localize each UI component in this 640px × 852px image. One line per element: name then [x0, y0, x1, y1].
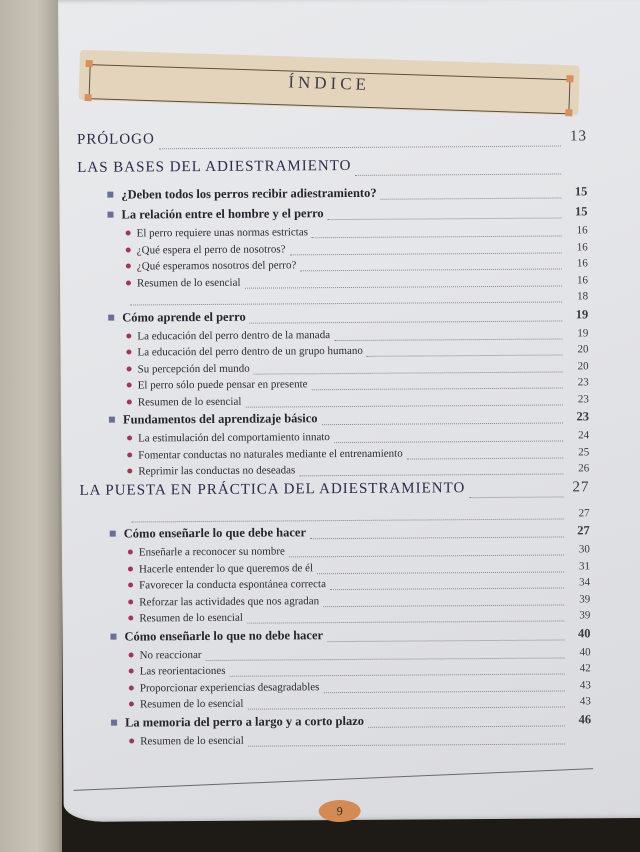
- toc-entry-title: Cómo enseñarle lo que no debe hacer: [124, 627, 324, 644]
- toc-page-number: 20: [577, 343, 589, 356]
- dot-leader: [327, 638, 564, 642]
- dot-leader: [299, 473, 563, 477]
- round-bullet-icon: [126, 349, 131, 354]
- dot-leader: [245, 284, 562, 288]
- dot-leader: [159, 144, 561, 149]
- toc-entry-title: LA PUESTA EN PRÁCTICA DEL ADIESTRAMIENTO: [79, 479, 466, 499]
- table-of-contents: [77, 128, 591, 752]
- index-title-banner: [78, 44, 600, 124]
- dot-leader: [330, 587, 564, 591]
- banner-rule-bottom: [89, 98, 569, 114]
- round-bullet-icon: [126, 263, 131, 268]
- facing-page-edge: [0, 0, 62, 852]
- square-bullet-icon: [107, 192, 113, 198]
- toc-entry-title: El perro requiere unas normas estrictas: [136, 226, 309, 240]
- round-bullet-icon: [126, 280, 131, 285]
- toc-entry-title: Resumen de lo esencial: [136, 276, 241, 289]
- toc-page-number: 31: [578, 559, 591, 572]
- toc-entry-title: ¿Qué esperamos nosotros del perro?: [136, 259, 297, 273]
- toc-entry-title: Resumen de lo esencial: [140, 734, 244, 747]
- dot-leader: [290, 251, 562, 255]
- toc-page-number: 19: [575, 306, 589, 321]
- dot-leader: [248, 742, 565, 746]
- banner-corner-ornament: [565, 109, 572, 116]
- round-bullet-icon: [128, 549, 133, 554]
- square-bullet-icon: [110, 531, 116, 537]
- round-bullet-icon: [127, 435, 132, 440]
- dot-leader: [300, 268, 562, 272]
- square-bullet-icon: [110, 633, 116, 639]
- toc-page-number: 25: [578, 445, 590, 458]
- toc-page-number: 46: [578, 711, 592, 726]
- dot-leader: [230, 673, 565, 677]
- toc-page-number: 16: [576, 273, 589, 286]
- toc-entry-title: La estimulación del comportamiento innato: [138, 431, 330, 445]
- dot-leader: [322, 421, 563, 425]
- toc-entry-title: Hacerle entender lo que queremos de él: [138, 561, 314, 575]
- toc-page-number: 16: [576, 240, 588, 253]
- square-bullet-icon: [111, 719, 117, 725]
- toc-page-number: 30: [578, 543, 590, 556]
- toc-entry-title: Proporcionar experiencias desagradables: [139, 680, 320, 694]
- dot-leader: [247, 620, 564, 624]
- dot-leader: [248, 706, 565, 710]
- banner-corner-ornament: [85, 94, 92, 101]
- dot-leader: [355, 172, 561, 175]
- toc-entry-title: Fundamentos del aprendizaje básico: [122, 411, 318, 427]
- round-bullet-icon: [126, 247, 131, 252]
- toc-page-number: 24: [578, 429, 590, 442]
- round-bullet-icon: [129, 738, 134, 743]
- toc-page-number: 26: [578, 462, 590, 475]
- dot-leader: [312, 235, 562, 239]
- round-bullet-icon: [127, 452, 132, 457]
- round-bullet-icon: [128, 599, 133, 604]
- toc-entry-title: Su percepción del mundo: [137, 362, 250, 375]
- toc-entry-title: ¿Deben todos los perros recibir adiestramiento?: [121, 185, 377, 202]
- square-bullet-icon: [107, 212, 113, 218]
- toc-entry-title: La educación del perro dentro de la manada: [137, 328, 331, 342]
- page-title: ÍNDICE: [288, 72, 371, 94]
- dot-leader: [323, 689, 564, 693]
- dot-leader: [254, 370, 563, 374]
- toc-entry-title: Resumen de lo esencial: [139, 611, 243, 625]
- banner-band: [79, 50, 580, 116]
- round-bullet-icon: [127, 468, 132, 473]
- toc-page-number: 19: [577, 326, 589, 339]
- page-number-badge: 9: [319, 800, 361, 822]
- toc-entry-chapter: [79, 479, 589, 511]
- square-bullet-icon: [108, 314, 114, 320]
- round-bullet-icon: [127, 366, 132, 371]
- toc-entry-title: LAS BASES DEL ADIESTRAMIENTO: [77, 157, 352, 176]
- dot-leader: [130, 301, 562, 306]
- toc-entry-title: La educación del perro dentro de un grupo humano: [137, 344, 363, 359]
- dot-leader: [310, 535, 564, 539]
- toc-entry-title: PRÓLOGO: [76, 131, 155, 148]
- round-bullet-icon: [129, 685, 134, 690]
- toc-entry-title: Cómo aprende el perro: [122, 309, 246, 325]
- toc-page-number: 34: [579, 576, 591, 589]
- dot-leader: [367, 354, 563, 357]
- toc-entry-title: Enseñarle a reconocer su nombre: [138, 545, 285, 559]
- dot-leader: [381, 196, 562, 199]
- round-bullet-icon: [129, 652, 134, 657]
- toc-page-number: 13: [569, 128, 588, 145]
- dot-leader: [317, 570, 564, 574]
- toc-page-number: 39: [579, 609, 591, 622]
- dot-leader: [334, 337, 562, 341]
- dot-leader: [334, 440, 563, 444]
- dot-leader: [469, 495, 563, 498]
- dot-leader: [245, 403, 562, 407]
- toc-entry-title: Favorecer la conducta espontánea correcta: [139, 578, 327, 592]
- toc-entry-title: Fomentar conductas no naturales mediante el entrenamiento: [138, 447, 403, 461]
- toc-page-number: 18: [577, 290, 589, 303]
- toc-page-number: 39: [579, 592, 591, 605]
- toc-entry-title: Reprimir las conductas no deseadas: [138, 464, 296, 478]
- toc-page-number: 23: [576, 409, 589, 424]
- dot-leader: [132, 517, 564, 522]
- toc-page-number: 23: [577, 392, 589, 405]
- toc-entry-title: Reforzar las actividades que nos agradan: [139, 594, 320, 608]
- dot-leader: [250, 319, 563, 323]
- dot-leader: [206, 656, 565, 661]
- toc-entry-title: No reaccionar: [139, 648, 202, 661]
- toc-page-number: 43: [579, 695, 591, 708]
- book-page: [58, 0, 640, 822]
- toc-page-number: 20: [577, 359, 589, 372]
- toc-page-number: 15: [574, 184, 588, 199]
- round-bullet-icon: [126, 230, 131, 235]
- toc-entry-title: Las reorientaciones: [139, 664, 226, 678]
- round-bullet-icon: [128, 566, 133, 571]
- toc-entry-chapter: [77, 128, 587, 160]
- round-bullet-icon: [128, 582, 133, 587]
- toc-page-number: 42: [579, 662, 591, 675]
- toc-page-number: 40: [579, 645, 591, 658]
- round-bullet-icon: [126, 333, 131, 338]
- dot-leader: [312, 387, 563, 391]
- toc-entry-title: Cómo enseñarle lo que debe hacer: [123, 525, 307, 541]
- toc-page-number: 16: [576, 224, 588, 237]
- toc-page-number: 16: [576, 257, 588, 270]
- dot-leader: [289, 554, 564, 558]
- dot-leader: [328, 216, 562, 220]
- toc-entry-title: La memoria del perro a largo y a corto plazo: [124, 713, 365, 730]
- toc-page-number: 40: [577, 625, 591, 640]
- toc-entry-item: [81, 732, 591, 752]
- toc-entry-title: El perro sólo puede pensar en presente: [137, 378, 308, 392]
- toc-entry-title: La relación entre el hombre y el perro: [121, 206, 324, 222]
- dot-leader: [323, 603, 564, 607]
- toc-entry-title: ¿Qué espera el perro de nosotros?: [136, 242, 286, 256]
- toc-entry-title: Resumen de lo esencial: [139, 697, 244, 711]
- round-bullet-icon: [127, 382, 132, 387]
- toc-page-number: 15: [574, 204, 588, 219]
- round-bullet-icon: [129, 668, 134, 673]
- square-bullet-icon: [109, 417, 115, 423]
- round-bullet-icon: [127, 399, 132, 404]
- dot-leader: [407, 456, 563, 459]
- toc-entry-chapter: [77, 156, 587, 188]
- toc-entry-title: Resumen de lo esencial: [137, 395, 242, 408]
- toc-page-number: 27: [578, 506, 590, 519]
- toc-page-number: 23: [577, 376, 589, 389]
- round-bullet-icon: [129, 701, 134, 706]
- toc-page-number: 27: [572, 478, 590, 495]
- round-bullet-icon: [128, 615, 133, 620]
- toc-page-number: 27: [577, 523, 590, 538]
- toc-page-number: 43: [579, 678, 591, 691]
- footer-divider: [74, 768, 594, 791]
- dot-leader: [368, 724, 565, 727]
